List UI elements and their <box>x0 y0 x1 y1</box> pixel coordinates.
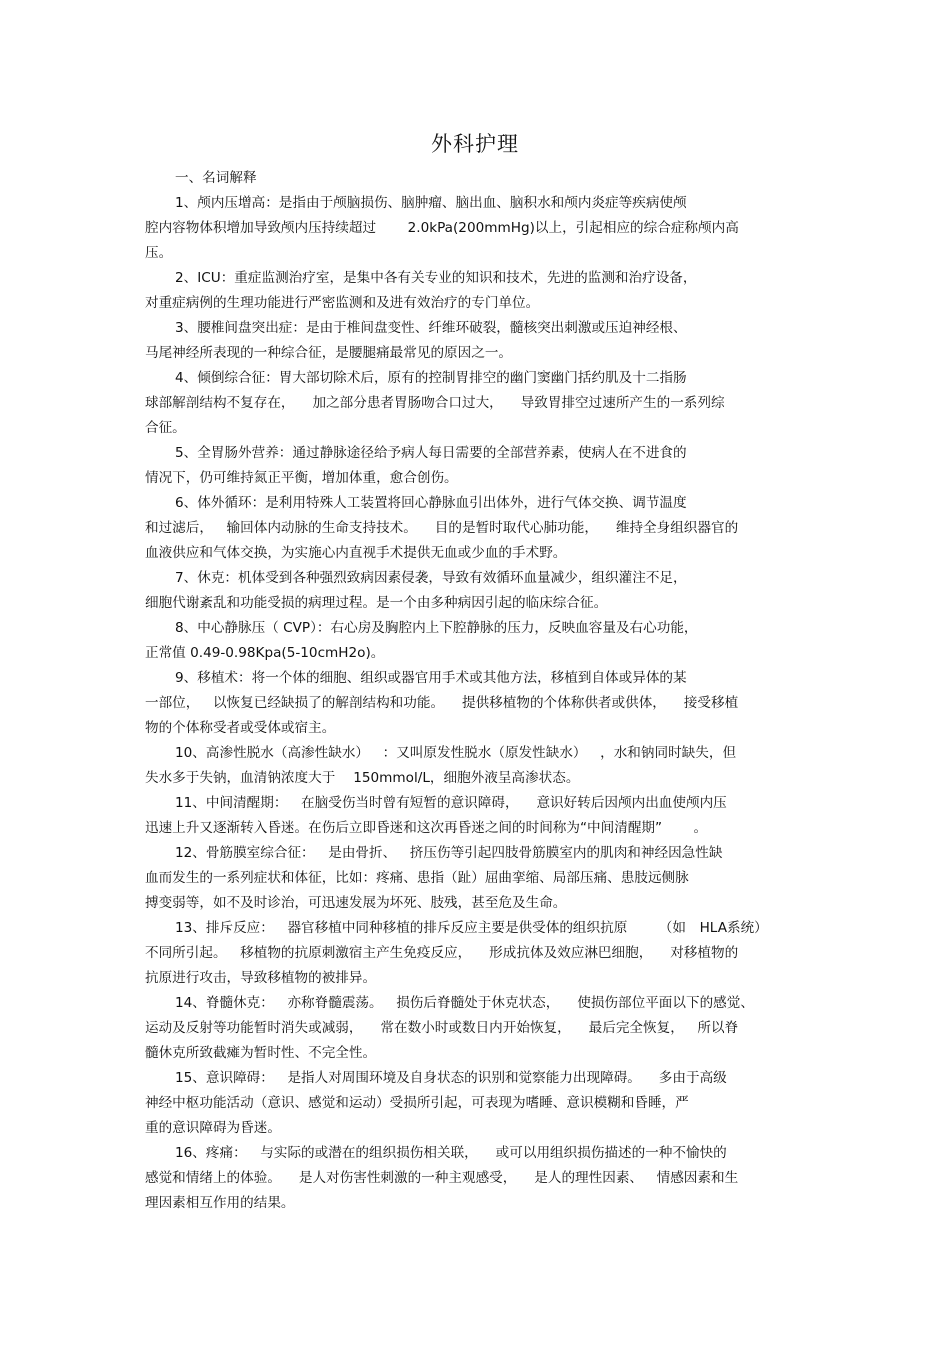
term-entry <box>145 1141 805 1216</box>
term-definition-first-line: 11、中间清醒期： 在脑受伤当时曾有短暂的意识障碍， 意识好转后因颅内出血使颅内压 <box>175 795 727 811</box>
term-definition-line: 抗原进行攻击，导致移植物的被排异。 <box>145 970 377 986</box>
term-entry <box>145 366 805 441</box>
term-definition-line: 感觉和情绪上的体验。 是人对伤害性刺激的一种主观感受， 是人的理性因素、 情感因素和生 <box>145 1170 739 1186</box>
term-definition-line: 马尾神经所表现的一种综合征，是腰腿痛最常见的原因之一。 <box>145 345 513 361</box>
term-entry <box>145 841 805 916</box>
term-definition-line: 迅速上升又逐渐转入昏迷。在伤后立即昏迷和这次再昏迷之间的时间称为“中间清醒期” 。 <box>145 820 708 836</box>
term-entry <box>145 616 805 666</box>
term-definition-line: 血而发生的一系列症状和体征，比如：疼痛、患指（趾）屈曲挛缩、局部压痛、患肢远侧脉 <box>145 870 689 886</box>
term-definition-line: 压。 <box>145 245 173 261</box>
term-entry <box>145 566 805 616</box>
term-entry <box>145 491 805 566</box>
term-definition-first-line: 3、腰椎间盘突出症：是由于椎间盘变性、纤维环破裂，髓核突出刺激或压迫神经根、 <box>175 320 687 336</box>
term-definition-line: 血液供应和气体交换，为实施心内直视手术提供无血或少血的手术野。 <box>145 545 567 561</box>
term-entry <box>145 191 805 266</box>
term-definition-line: 腔内容物体积增加导致颅内压持续超过 2.0kPa(200mmHg)以上，引起相应的综合症称颅内高 <box>145 220 739 236</box>
term-definition-first-line: 1、颅内压增高：是指由于颅脑损伤、脑肿瘤、脑出血、脑积水和颅内炎症等疾病使颅 <box>175 195 687 211</box>
term-definition-first-line: 7、休克：机体受到各种强烈致病因素侵袭，导致有效循环血量减少，组织灌注不足， <box>175 570 687 586</box>
term-definition-line: 一部位， 以恢复已经缺损了的解剖结构和功能。 提供移植物的个体称供者或供体， 接受移植 <box>145 695 739 711</box>
term-definition-first-line: 9、移植术：将一个体的细胞、组织或器官用手术或其他方法，移植到自体或异体的某 <box>175 670 687 686</box>
term-definition-line: 运动及反射等功能暂时消失或减弱， 常在数小时或数日内开始恢复， 最后完全恢复， 所以脊 <box>145 1020 739 1036</box>
term-definition-first-line: 10、高渗性脱水（高渗性缺水） ：又叫原发性脱水（原发性缺水） ，水和钠同时缺失，但 <box>175 745 737 761</box>
term-definition-line: 不同所引起。 移植物的抗原刺激宿主产生免疫反应， 形成抗体及效应淋巴细胞， 对移植物的 <box>145 945 739 961</box>
term-definition-first-line: 6、体外循环：是利用特殊人工装置将回心静脉血引出体外，进行气体交换、调节温度 <box>175 495 687 511</box>
term-definition-first-line: 8、中心静脉压（ CVP）：右心房及胸腔内上下腔静脉的压力，反映血容量及右心功能， <box>175 620 698 636</box>
term-definition-line: 重的意识障碍为昏迷。 <box>145 1120 281 1136</box>
term-definition-line: 合征。 <box>145 420 186 436</box>
term-definition-first-line: 14、脊髓休克： 亦称脊髓震荡。 损伤后脊髓处于休克状态， 使损伤部位平面以下的感觉、 <box>175 995 754 1011</box>
term-entry <box>145 666 805 741</box>
term-definition-first-line: 15、意识障碍： 是指人对周围环境及自身状态的识别和觉察能力出现障碍。 多由于高级 <box>175 1070 727 1086</box>
term-definition-first-line: 13、排斥反应： 器官移植中同种移植的排斥反应主要是供受体的组织抗原 （如 HLA系统） <box>175 920 768 936</box>
section-heading: 一、名词解释 <box>175 170 257 186</box>
term-definition-line: 失水多于失钠，血清钠浓度大于 150mmol/L，细胞外液呈高渗状态。 <box>145 770 580 786</box>
term-entry <box>145 791 805 841</box>
term-definition-first-line: 4、倾倒综合征：胃大部切除术后，原有的控制胃排空的幽门窦幽门括约肌及十二指肠 <box>175 370 687 386</box>
term-entry <box>145 1066 805 1141</box>
term-definition-first-line: 5、全胃肠外营养：通过静脉途径给予病人每日需要的全部营养素，使病人在不进食的 <box>175 445 687 461</box>
term-entry <box>145 316 805 366</box>
term-definition-line: 搏变弱等，如不及时诊治，可迅速发展为坏死、肢残，甚至危及生命。 <box>145 895 567 911</box>
term-definition-line: 和过滤后， 输回体内动脉的生命支持技术。 目的是暂时取代心肺功能， 维持全身组织器官的 <box>145 520 739 536</box>
term-definition-line: 球部解剖结构不复存在， 加之部分患者胃肠吻合口过大， 导致胃排空过速所产生的一系列综 <box>145 395 725 411</box>
term-definition-line: 情况下，仍可维持氮正平衡，增加体重，愈合创伤。 <box>145 470 458 486</box>
term-definition-line: 正常值 0.49-0.98Kpa(5-10cmH2o)。 <box>145 645 385 661</box>
term-definition-line: 神经中枢功能活动（意识、感觉和运动）受损所引起，可表现为嗜睡、意识模糊和昏睡，严 <box>145 1095 689 1111</box>
term-entry <box>145 266 805 316</box>
term-definition-line: 理因素相互作用的结果。 <box>145 1195 295 1211</box>
term-definition-line: 细胞代谢紊乱和功能受损的病理过程。是一个由多种病因引起的临床综合征。 <box>145 595 608 611</box>
document-body <box>145 166 805 1216</box>
page-title: 外科护理 <box>431 132 519 156</box>
term-definition-line: 对重症病例的生理功能进行严密监测和及进有效治疗的专门单位。 <box>145 295 540 311</box>
term-definition-first-line: 12、骨筋膜室综合征： 是由骨折、 挤压伤等引起四肢骨筋膜室内的肌肉和神经因急性缺 <box>175 845 723 861</box>
term-definition-first-line: 2、ICU：重症监测治疗室，是集中各有关专业的知识和技术，先进的监测和治疗设备， <box>175 270 697 286</box>
term-definition-first-line: 16、疼痛： 与实际的或潜在的组织损伤相关联， 或可以用组织损伤描述的一种不愉快的 <box>175 1145 727 1161</box>
term-definition-line: 髓休克所致截瘫为暂时性、不完全性。 <box>145 1045 377 1061</box>
term-entry <box>145 441 805 491</box>
term-definition-line: 物的个体称受者或受体或宿主。 <box>145 720 336 736</box>
term-entry <box>145 916 805 991</box>
term-entry <box>145 991 805 1066</box>
term-entry <box>145 741 805 791</box>
